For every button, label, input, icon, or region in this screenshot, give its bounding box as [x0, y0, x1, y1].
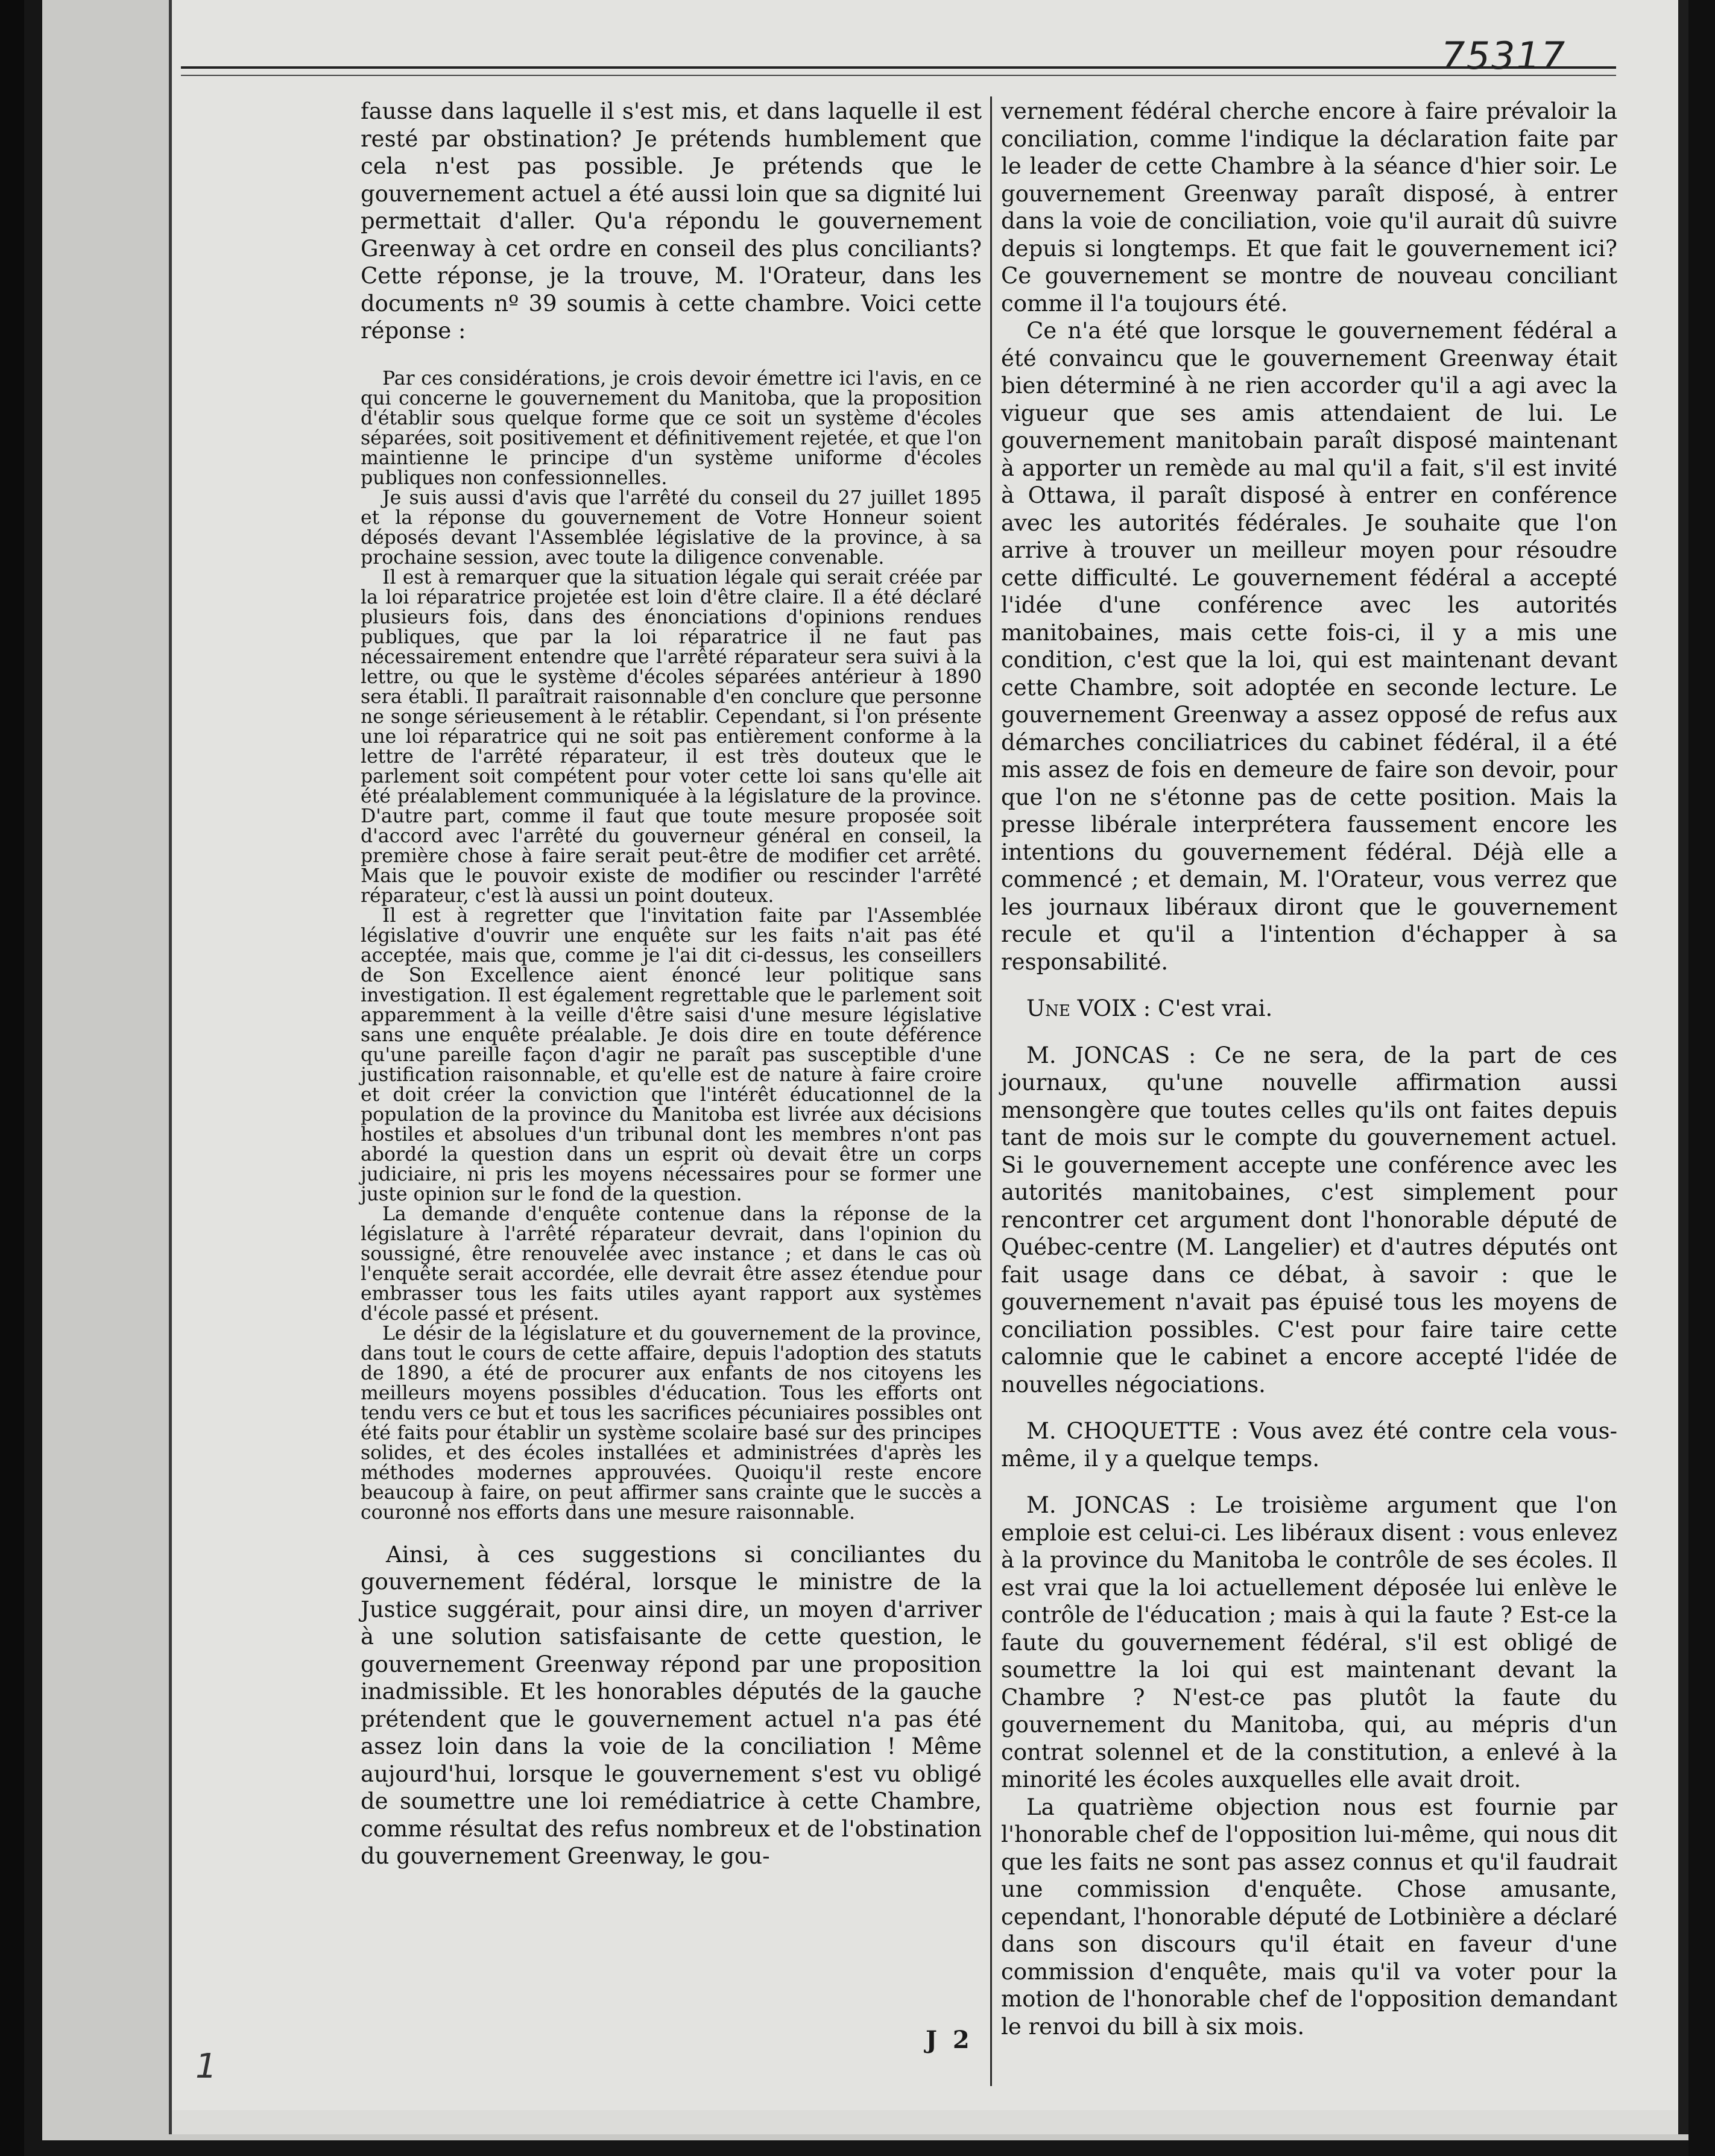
speech-voix	[1001, 995, 1617, 1023]
right-paragraph-2: Ce n'a été que lorsque le gouvernement fédéral a été convaincu que le gouvernement Greenway était bien déterminé à ne rien accorder qu'il a agi avec la vigueur que ses amis attendaient de lui. Le gouvernement manitobain paraît disposé maintenant à apporter un remède au mal qu'il a fait, s'il est invité à Ottawa, il paraît disposé à entrer en conférence avec les autorités fédérales. Je souhaite que l'on arrive à trouver un meilleur moyen pour résoudre cette difficulté. Le gouvernement fédéral a accepté l'idée d'une conférence avec les autorités manitobaines, mais cette fois-ci, il y a mis une condition, c'est que la loi, qui est maintenant devant cette Chambre, soit adoptée en seconde lecture. Le gouvernement Greenway a assez opposé de refus aux démarches conciliatrices du cabinet fédéral, il a été mis assez de fois en demeure de faire son devoir, pour que l'on ne s'étonne pas de cette position. Mais la presse libérale interprétera faussement encore les intentions du gouvernement fédéral. Déjà elle a commencé ; et demain, M. l'Orateur, vous verrez que les journaux libéraux diront que le gouvernement recule et qu'il a l'intention d'échapper à sa responsabilité.	[1001, 318, 1617, 975]
speech-joncas-2	[1001, 1492, 1617, 1794]
quoted-reply	[361, 369, 982, 1523]
scan-frame-left	[0, 0, 24, 2156]
right-paragraph-1: vernement fédéral cherche encore à faire prévaloir la conciliation, comme l'indique la déclaration faite par le leader de cette Chambre à la séance d'hier soir. Le gouvernement Greenway paraît disposé, à entrer dans la voie de conciliation, voie qu'il aurait dû suivre depuis si longtemps. Et que fait le gouvernement ici? Ce gouvernement se montre de nouveau conciliant comme il l'a toujours été.	[1001, 98, 1617, 317]
speech-joncas-1	[1001, 1042, 1617, 1399]
quote-paragraph: Je suis aussi d'avis que l'arrêté du conseil du 27 juillet 1895 et la réponse du gouvernement de Votre Honneur soient déposés devant l'Assemblée législative de la province, à sa prochaine session, avec toute la diligence convenable.	[361, 487, 982, 569]
scan-frame-right	[1688, 0, 1715, 2156]
header-rule-secondary	[181, 75, 1616, 76]
speech-choquette	[1001, 1417, 1617, 1472]
page-bottom-edge	[172, 2110, 1678, 2134]
quote-paragraph: Il est à regretter que l'invitation faite par l'Assemblée législative d'ouvrir une enquête sur les faits n'ait pas été acceptée, mais que, comme je l'ai dit ci-dessus, les conseillers de Son Excellence aient énoncé leur politique sans investigation. Il est également regrettable que le parlement soit apparemment à la veille d'être saisi d'une mesure législative sans une enquête préalable. Je dois dire en toute déférence qu'une pareille façon d'agir ne paraît pas susceptible d'une justification raisonnable, et qu'elle est de nature à faire croire et doit créer la conviction que l'intérêt éducationnel de la population de la province du Manitoba est livrée aux décisions hostiles et absolues d'un tribunal dont les membres n'ont pas abordé la question dans un esprit où devait être un corps judiciaire, ni pris les moyens nécessaires pour se former une juste opinion sur le fond de la question.	[361, 904, 982, 1205]
speech-text: Vous avez été contre cela vous-même, il y a quelque temps.	[1001, 1418, 1618, 1472]
quote-paragraph: Le désir de la législature et du gouvernement de la province, dans tout le cours de cette affaire, depuis l'adoption des statuts de 1890, a été de procurer aux enfants de nos citoyens les meilleurs moyens possibles d'éducation. Tous les efforts ont tendu vers ce but et tous les sacrifices pécuniaires possibles ont été faits pour établir un système scolaire basé sur des principes solides, et des écoles installées et administrées d'après les méthodes modernes approuvées. Quoiqu'il reste encore beaucoup à faire, on peut affirmer sans crainte que le succès a couronné nos efforts dans une mesure raisonnable.	[361, 1322, 982, 1524]
speaker-name: M. JONCAS :	[1026, 1492, 1196, 1518]
reference-number: 75317	[1441, 34, 1567, 78]
header-rule	[181, 66, 1616, 69]
speaker-name: Une VOIX :	[1026, 995, 1151, 1021]
left-closing-paragraph: Ainsi, à ces suggestions si conciliantes du gouvernement fédéral, lorsque le ministre de la Justice suggérait, pour ainsi dire, un moyen d'arriver à une solution satisfaisante de cette question, le gouvernement Greenway répond par une proposition inadmissible. Et les honorables députés de la gauche prétendent que le gouvernement actuel n'a pas été assez loin dans la voie de la conciliation ! Même aujourd'hui, lorsque le gouvernement s'est vu obligé de soumettre une loi remédiatrice à cette Chambre, comme résultat des refus nombreux et de l'obstination du gouvernement Greenway, le gou-	[361, 1541, 982, 1869]
page-folio: J 2	[926, 2026, 973, 2054]
speech-text: C'est vrai.	[1158, 995, 1273, 1021]
speech-text: Le troisième argument que l'on emploie est celui-ci. Les libéraux disent : vous enlevez à la province du Manitoba le contrôle de ses écoles. Il est vrai que la loi actuellement déposée lui enlève le contrôle de l'éducation ; mais à qui la faute ? Est-ce la faute du gouvernement fédéral, s'il est obligé de soumettre la loi qui est maintenant devant la Chambre ? N'est-ce pas plutôt la faute du gouvernement du Manitoba, qui, au mépris d'un contrat solennel et de la constitution, a enlevé à la minorité les écoles auxquelles elle avait droit.	[1001, 1492, 1617, 1792]
quote-paragraph: Par ces considérations, je crois devoir émettre ici l'avis, en ce qui concerne le gouvernement du Manitoba, que la proposition d'établir sous quelque forme que ce soit un système d'écoles séparées, soit positivement et définitivement rejetée, et que l'on maintienne le principe d'un système uniforme d'écoles publiques non confessionnelles.	[361, 367, 982, 489]
quote-paragraph: Il est à remarquer que la situation légale qui serait créée par la loi réparatrice projetée est loin d'être claire. Il a été déclaré plusieurs fois, dans des énonciations d'opinions rendues publiques, que par la loi réparatrice il ne faut pas nécessairement entendre que l'arrêté réparateur sera suivi à la lettre, ou que le système d'écoles séparées antérieur à 1890 sera établi. Il paraîtrait raisonnable d'en conclure que personne ne songe sérieusement à le rétablir. Cependant, si l'on présente une loi réparatrice qui ne soit pas entièrement conforme à la lettre de l'arrêté réparateur, il est très douteux que le parlement soit compétent pour voter cette loi sans qu'elle ait été préalablement communiquée à la législature de la province. D'autre part, comme il faut que toute mesure proposée soit d'accord avec l'arrêté du gouverneur général en conseil, la première chose à faire serait peut-être de modifier cet arrêté. Mais que le pouvoir existe de modifier ou rescinder l'arrêté réparateur, c'est là aussi un point douteux.	[361, 566, 982, 907]
right-column	[1001, 98, 1617, 2040]
speech-text: Ce ne sera, de la part de ces journaux, qu'une nouvelle affirmation aussi mensongère que toutes celles qu'ils ont faites depuis tant de mois sur le compte du gouvernement actuel. Si le gouvernement accepte une conférence avec les autorités manitobaines, c'est simplement pour rencontrer cet argument dont l'honorable député de Québec-centre (M. Langelier) et d'autres députés ont fait usage dans ce débat, à savoir : que le gouvernement n'avait pas épuisé tous les moyens de conciliation possibles. C'est pour faire taire cette calomnie que le cabinet a encore accepté l'idée de nouvelles négociations.	[1001, 1042, 1617, 1398]
right-last-paragraph: La quatrième objection nous est fournie par l'honorable chef de l'opposition lui-même, qui nous dit que les faits ne sont pas assez connus et qu'il faudrait une commission d'enquête. Chose amusante, cependant, l'honorable député de Lotbinière a déclaré dans son discours qu'il était en faveur d'une commission d'enquête, mais qu'il va voter pour la motion de l'honorable chef de l'opposition demandant le renvoi du bill à six mois.	[1001, 1794, 1617, 2040]
speaker-name: M. JONCAS :	[1026, 1042, 1196, 1068]
column-divider	[990, 96, 992, 2086]
margin-annotation: 1	[195, 2047, 217, 2086]
left-column	[361, 98, 982, 1870]
quote-paragraph: La demande d'enquête contenue dans la réponse de la législature à l'arrêté réparateur devrait, dans l'opinion du soussigné, être renouvelée avec instance ; et dans le cas où l'enquête serait accordée, elle devrait être assez étendue pour embrasser tous les faits utiles ayant rapport aux systèmes d'école passé et présent.	[361, 1203, 982, 1325]
left-intro-paragraph: fausse dans laquelle il s'est mis, et dans laquelle il est resté par obstination? Je prétends humblement que cela n'est pas possible. Je prétends que le gouvernement actuel a été aussi loin que sa dignité lui permettait d'aller. Qu'a répondu le gouvernement Greenway à cet ordre en conseil des plus conciliants? Cette réponse, je la trouve, M. l'Orateur, dans les documents nº 39 soumis à cette chambre. Voici cette réponse :	[361, 98, 982, 344]
speaker-name: M. CHOQUETTE :	[1026, 1418, 1239, 1444]
